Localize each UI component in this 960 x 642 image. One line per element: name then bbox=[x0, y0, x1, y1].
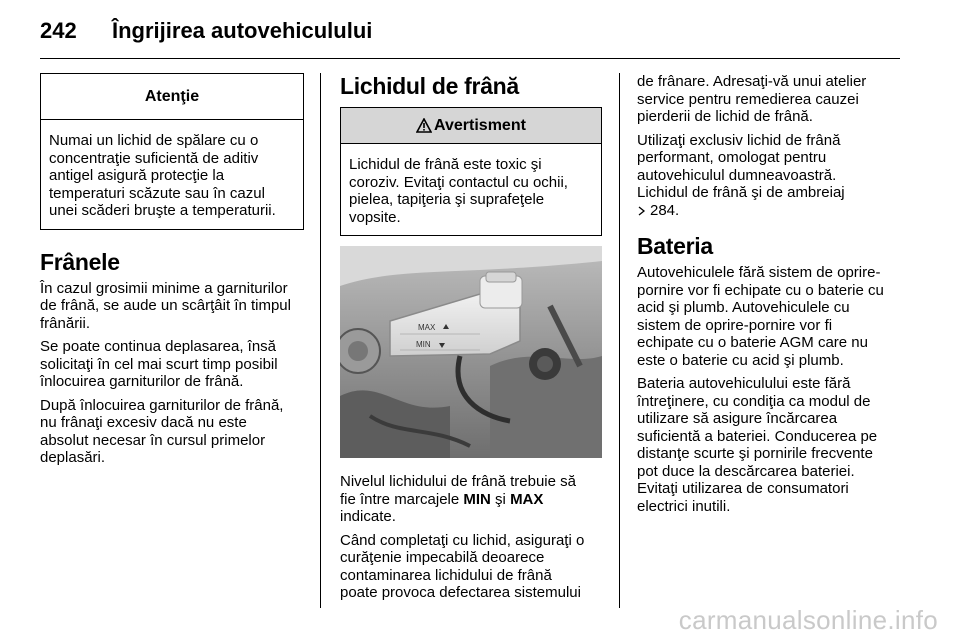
page-header bbox=[40, 18, 372, 44]
min-mark-text: MIN bbox=[463, 490, 491, 508]
column-divider-2 bbox=[619, 73, 620, 608]
page-reference[interactable] bbox=[637, 202, 905, 220]
text-line: temperaturi scăzute sau în cazul bbox=[49, 184, 265, 202]
text-line: indicate. bbox=[340, 508, 396, 525]
text-line: antigel asigură protecţie la bbox=[49, 167, 225, 184]
section-title-battery: Bateria bbox=[637, 233, 713, 259]
text-line: este o baterie cu acid şi plumb. bbox=[637, 351, 844, 369]
text-fragment: şi bbox=[490, 490, 511, 508]
paragraph bbox=[637, 132, 905, 220]
min-mark-label: MIN bbox=[416, 340, 431, 349]
text-line: După înlocuirea garniturilor de frână, bbox=[40, 396, 284, 414]
paragraph bbox=[40, 280, 304, 333]
text-line: Lichidul de frână şi de ambreiaj bbox=[637, 184, 845, 201]
text-line: Nivelul lichidului de frână trebuie să bbox=[340, 473, 576, 490]
chapter-title: Îngrijirea autovehiculului bbox=[112, 18, 373, 43]
text-line: service pentru remedierea cauzei bbox=[637, 90, 859, 108]
text-line: concentraţie suficientă de aditiv bbox=[49, 149, 259, 167]
warning-triangle-icon bbox=[416, 118, 432, 133]
text-line: pornire vor fi echipate cu o baterie cu bbox=[637, 281, 884, 299]
reservoir-illustration bbox=[340, 246, 602, 458]
text-line: solicitaţi în cel mai scurt timp posibil bbox=[40, 355, 278, 373]
text-line: unei scăderi bruşte a temperaturii. bbox=[49, 202, 276, 219]
notice-heading: Atenţie bbox=[41, 74, 303, 120]
text-line: de frânare. Adresaţi-vă unui atelier bbox=[637, 73, 867, 90]
text-line: electrici inutili. bbox=[637, 497, 731, 515]
notice-box bbox=[40, 73, 304, 230]
text-line: înlocuirea garniturilor de frână. bbox=[40, 373, 244, 390]
text-line: Numai un lichid de spălare cu o bbox=[49, 132, 259, 149]
column-1 bbox=[40, 73, 304, 473]
paragraph bbox=[637, 73, 905, 126]
text-line: utilizare să asigure încărcarea bbox=[637, 410, 838, 427]
text-line: nu frânaţi excesiv dacă nu este bbox=[40, 414, 247, 431]
warning-heading-text: Avertisment bbox=[434, 116, 526, 134]
text-line: Bateria autovehiculului este fără bbox=[637, 375, 851, 392]
text-line: Autovehiculele fără sistem de oprire- bbox=[637, 264, 881, 281]
text-line: distanţe scurte şi pornirile frecvente bbox=[637, 445, 873, 462]
paragraph bbox=[340, 532, 602, 602]
text-line: Evitaţi utilizarea de consumatori bbox=[637, 480, 849, 497]
paragraph bbox=[340, 473, 602, 526]
column-2 bbox=[340, 73, 602, 608]
page-reference-arrow-icon bbox=[637, 206, 647, 216]
paragraph bbox=[637, 264, 905, 369]
brake-fluid-reservoir-photo bbox=[340, 246, 602, 458]
warning-body bbox=[341, 144, 601, 235]
text-line: autovehiculul dumneavoastră. bbox=[637, 166, 837, 184]
watermark[interactable]: carmanualsonline.info bbox=[678, 605, 938, 635]
text-line: pielea, tapiţeria şi suprafeţele bbox=[349, 191, 545, 208]
column-3 bbox=[637, 73, 905, 521]
text-fragment: fie între marcajele bbox=[340, 490, 464, 508]
max-mark-label: MAX bbox=[418, 323, 436, 332]
text-line: În cazul grosimii minime a garniturilor bbox=[40, 279, 288, 297]
text-line: frânării. bbox=[40, 314, 91, 332]
text-line: coroziv. Evitaţi contactul cu ochii, bbox=[349, 173, 568, 191]
text-line: Se poate continua deplasarea, însă bbox=[40, 338, 277, 355]
text-line: acid şi plumb. Autovehiculele cu bbox=[637, 299, 850, 316]
text-line: performant, omologat pentru bbox=[637, 149, 827, 166]
page-reference-number: 284. bbox=[650, 201, 680, 219]
text-line bbox=[340, 491, 602, 509]
paragraph bbox=[637, 375, 905, 515]
text-line: curăţenie impecabilă deoarece bbox=[340, 549, 545, 566]
text-line: sistem de oprire-pornire vor fi bbox=[637, 316, 833, 334]
paragraph bbox=[40, 397, 304, 467]
text-line: vopsite. bbox=[349, 208, 401, 226]
text-line: echipate cu o baterie AGM care nu bbox=[637, 334, 868, 351]
text-line: deplasări. bbox=[40, 449, 106, 466]
text-line: Utilizaţi exclusiv lichid de frână bbox=[637, 131, 841, 149]
section-title-brakes: Frânele bbox=[40, 248, 120, 275]
text-line: pierderii de lichid de frână. bbox=[637, 108, 813, 125]
text-line: suficientă a bateriei. Conducerea pe bbox=[637, 427, 878, 445]
warning-heading bbox=[341, 108, 601, 144]
section-title-brake-fluid: Lichidul de frână bbox=[340, 73, 519, 99]
text-line: de frână, se aude un scârţâit în timpul bbox=[40, 297, 291, 314]
text-line: absolut necesar în cursul primelor bbox=[40, 431, 266, 449]
text-line: pot duce la descărcarea bateriei. bbox=[637, 462, 855, 480]
page-number: 242 bbox=[40, 18, 77, 43]
notice-body bbox=[41, 120, 303, 229]
header-rule bbox=[40, 58, 900, 59]
paragraph bbox=[40, 338, 304, 391]
text-line: poate provoca defectarea sistemului bbox=[340, 584, 581, 601]
text-line: contaminarea lichidului de frână bbox=[340, 566, 552, 584]
text-line: Lichidul de frână este toxic şi bbox=[349, 156, 542, 173]
max-mark-text: MAX bbox=[510, 490, 544, 508]
column-divider-1 bbox=[320, 73, 321, 608]
text-line: întreţinere, cu condiţia ca modul de bbox=[637, 392, 871, 410]
text-line: Când completaţi cu lichid, asiguraţi o bbox=[340, 531, 585, 549]
warning-box bbox=[340, 107, 602, 236]
